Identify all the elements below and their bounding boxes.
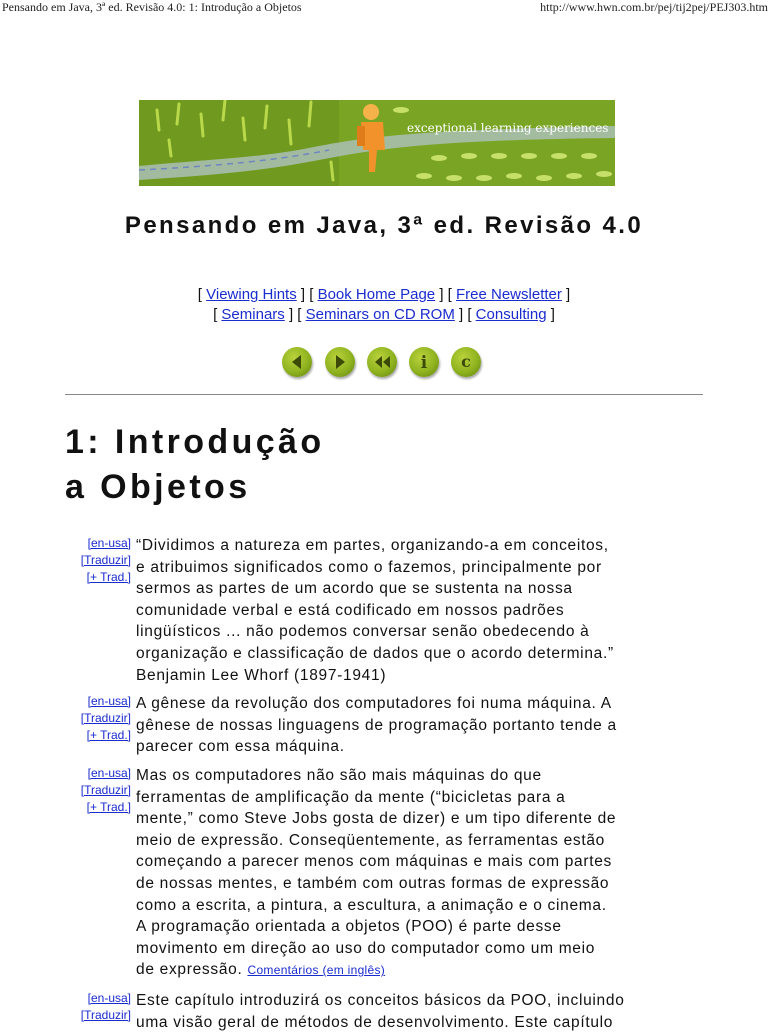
chapter-title-line-2: a Objetos <box>65 468 251 506</box>
nav-links <box>0 285 768 325</box>
link-seminars[interactable]: Seminars <box>221 306 285 323</box>
link-viewing-hints[interactable]: Viewing Hints <box>206 286 297 303</box>
print-header <box>0 0 768 18</box>
text-line: Este capítulo introduzirá os conceitos básicos da POO, incluindo <box>136 992 625 1009</box>
link-traduzir[interactable]: [Traduzir] <box>80 1008 131 1022</box>
text-line: lingüísticos ... não podemos conversar senão obedecendo à <box>136 623 590 641</box>
link-seminars-cd-rom[interactable]: Seminars on CD ROM <box>305 306 455 323</box>
chapter-title <box>65 420 325 510</box>
translation-tags <box>65 765 131 816</box>
banner-image <box>139 100 615 186</box>
text-line: Benjamin Lee Whorf (1897-1941) <box>136 666 387 684</box>
paragraph-text <box>136 765 704 982</box>
info-button[interactable] <box>409 347 439 377</box>
text-line: começando a parecer menos com máquinas e mais com partes <box>136 853 612 871</box>
paragraph-text <box>136 693 704 758</box>
chapter-title-line-1: 1: Introdução <box>65 423 325 461</box>
svg-text:c: c <box>461 352 471 371</box>
link-mais-trad[interactable]: [+ Trad.] <box>86 800 131 814</box>
text-line <box>136 959 704 982</box>
link-mais-trad[interactable]: [+ Trad.] <box>86 728 131 742</box>
text-line: gênese de nossas linguagens de programação portanto tende a <box>136 716 617 734</box>
text-line: de nossas mentes, e também com outras formas de expressão <box>136 874 610 892</box>
previous-arrow-icon <box>282 347 312 377</box>
contents-icon <box>451 347 481 377</box>
text-line: como a escrita, a pintura, a escultura, a animação e o cinema. <box>136 896 607 914</box>
rewind-button[interactable] <box>367 347 397 377</box>
print-header-title: Pensando em Java, 3ª ed. Revisão 4.0: 1: Introdução a Objetos <box>2 0 302 14</box>
text-line: e atribuimos significados como o fazemos, principalmente por <box>136 558 602 576</box>
text-line: movimento em direção ao uso do computador como um meio <box>136 939 596 957</box>
link-consulting[interactable]: Consulting <box>475 306 547 323</box>
link-book-home-page[interactable]: Book Home Page <box>317 286 436 303</box>
text-line: Mas os computadores não são mais máquinas do que <box>136 767 542 784</box>
divider <box>65 394 703 395</box>
text-line: A gênese da revolução dos computadores foi numa máquina. A <box>136 695 612 712</box>
link-mais-trad[interactable]: [+ Trad.] <box>86 570 131 584</box>
nav-row-1: [ Viewing Hints ] [ Book Home Page ] [ Free Newsletter ] <box>197 286 571 303</box>
previous-button[interactable] <box>282 347 312 377</box>
info-icon <box>409 347 439 377</box>
text-line: parecer com essa máquina. <box>136 738 345 756</box>
banner-tagline: exceptional learning experiences <box>407 121 609 135</box>
text-fragment: de expressão. <box>136 961 243 979</box>
print-header-url: http://www.hwn.com.br/pej/tij2pej/PEJ303.htm <box>540 0 768 14</box>
site-title: Pensando em Java, 3ª ed. Revisão 4.0 <box>124 212 644 239</box>
paragraph-text <box>136 990 704 1033</box>
nav-row-2: [ Seminars ] [ Seminars on CD ROM ] [ Consulting ] <box>213 306 555 323</box>
text-line: uma visão geral de métodos de desenvolvimento. Este capítulo <box>136 1013 614 1031</box>
translation-tags <box>65 535 131 586</box>
text-line: comunidade verbal e está codificado em nossos padrões <box>136 601 565 619</box>
svg-text:i: i <box>420 353 428 373</box>
link-traduzir[interactable]: [Traduzir] <box>80 553 131 567</box>
text-line: meio de expressão. Conseqüentemente, as ferramentas estão <box>136 831 605 849</box>
rewind-icon <box>367 347 397 377</box>
text-line: “Dividimos a natureza em partes, organizando-a em conceitos, <box>136 537 609 554</box>
text-line: organização e classificação de dados que o acordo determina.” <box>136 644 614 662</box>
link-free-newsletter[interactable]: Free Newsletter <box>456 286 562 303</box>
next-button[interactable] <box>325 347 355 377</box>
link-comentarios[interactable]: Comentários (em inglês) <box>247 963 386 978</box>
link-en-usa[interactable]: [en-usa] <box>87 991 131 1005</box>
link-traduzir[interactable]: [Traduzir] <box>80 783 131 797</box>
text-line: A programação orientada a objetos (POO) é parte desse <box>136 918 562 936</box>
link-en-usa[interactable]: [en-usa] <box>87 766 131 780</box>
link-en-usa[interactable]: [en-usa] <box>87 536 131 550</box>
text-line: sermos as partes de um acordo que se sustenta na nossa <box>136 580 573 598</box>
link-en-usa[interactable]: [en-usa] <box>87 694 131 708</box>
banner-illustration <box>139 100 615 186</box>
link-traduzir[interactable]: [Traduzir] <box>80 711 131 725</box>
contents-button[interactable] <box>451 347 481 377</box>
translation-tags <box>65 693 131 744</box>
translation-tags <box>65 990 131 1024</box>
text-line: mente,” como Steve Jobs gosta de dizer) e um tipo diferente de <box>136 810 617 828</box>
text-line: ferramentas de amplificação da mente (“bicicletas para a <box>136 788 566 806</box>
paragraph-text <box>136 535 704 686</box>
page-navigation-buttons <box>282 347 482 377</box>
next-arrow-icon <box>325 347 355 377</box>
